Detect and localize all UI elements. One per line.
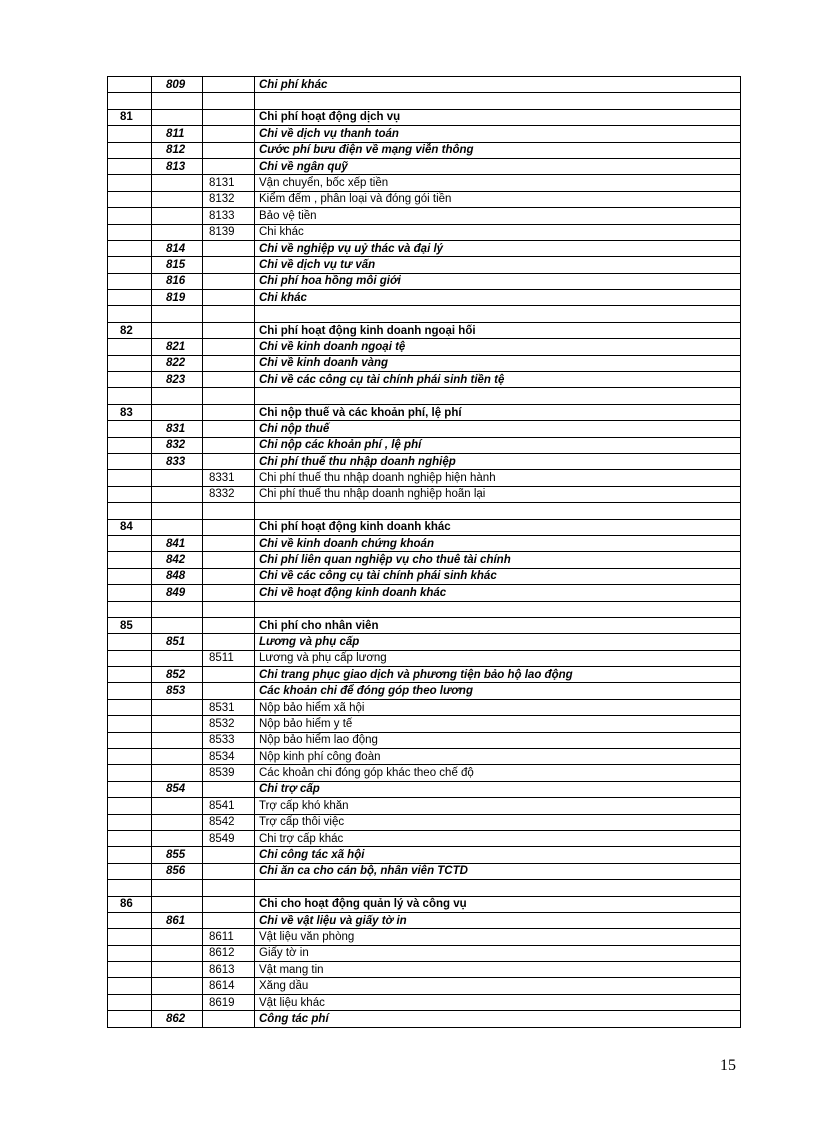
account-name-cell: Chi phí thuế thu nhập doanh nghiệp hoãn lại	[255, 486, 741, 502]
account-code-cell	[203, 667, 255, 683]
group-code-cell	[152, 601, 203, 617]
class-code-cell	[108, 257, 152, 273]
account-row	[108, 912, 741, 928]
group-code-cell: 861	[152, 912, 203, 928]
group-code-cell	[152, 814, 203, 830]
group-code-cell	[152, 519, 203, 535]
class-code-cell	[108, 437, 152, 453]
account-row	[108, 552, 741, 568]
group-code-cell: 841	[152, 535, 203, 551]
account-row	[108, 142, 741, 158]
class-code-cell	[108, 453, 152, 469]
class-code-cell: 83	[108, 404, 152, 420]
account-code-cell	[203, 437, 255, 453]
account-code-cell: 8612	[203, 945, 255, 961]
account-name-cell	[255, 306, 741, 322]
class-code-cell	[108, 994, 152, 1010]
group-code-cell	[152, 798, 203, 814]
account-row	[108, 781, 741, 797]
class-code-cell	[108, 683, 152, 699]
group-code-cell	[152, 896, 203, 912]
account-code-cell	[203, 503, 255, 519]
class-code-cell	[108, 798, 152, 814]
page-number: 15	[720, 1057, 736, 1074]
account-code-cell: 8331	[203, 470, 255, 486]
group-code-cell	[152, 929, 203, 945]
class-code-cell	[108, 191, 152, 207]
class-code-cell	[108, 503, 152, 519]
account-code-cell	[203, 552, 255, 568]
class-code-cell	[108, 847, 152, 863]
account-code-cell	[203, 372, 255, 388]
account-name-cell: Nộp bảo hiểm lao động	[255, 732, 741, 748]
account-code-cell: 8549	[203, 830, 255, 846]
account-code-cell	[203, 568, 255, 584]
account-code-cell: 8611	[203, 929, 255, 945]
blank-row	[108, 388, 741, 404]
account-name-cell: Chi về các công cụ tài chính phái sinh tiền tệ	[255, 372, 741, 388]
class-code-cell	[108, 863, 152, 879]
account-name-cell: Chi phí khác	[255, 77, 741, 93]
account-row	[108, 208, 741, 224]
account-code-cell	[203, 896, 255, 912]
group-code-cell: 855	[152, 847, 203, 863]
account-row	[108, 273, 741, 289]
account-name-cell: Chi phí hoạt động kinh doanh khác	[255, 519, 741, 535]
account-name-cell	[255, 388, 741, 404]
class-code-cell	[108, 667, 152, 683]
account-code-cell: 8133	[203, 208, 255, 224]
account-code-cell	[203, 421, 255, 437]
account-row	[108, 929, 741, 945]
group-code-cell	[152, 109, 203, 125]
account-row	[108, 617, 741, 633]
account-code-cell	[203, 93, 255, 109]
account-name-cell: Nộp kinh phí công đoàn	[255, 749, 741, 765]
group-code-cell: 815	[152, 257, 203, 273]
account-code-cell	[203, 535, 255, 551]
account-code-cell: 8534	[203, 749, 255, 765]
account-name-cell: Giấy tờ in	[255, 945, 741, 961]
account-row	[108, 683, 741, 699]
account-code-cell	[203, 273, 255, 289]
account-row	[108, 847, 741, 863]
account-row	[108, 798, 741, 814]
account-row	[108, 814, 741, 830]
group-code-cell	[152, 175, 203, 191]
class-code-cell	[108, 126, 152, 142]
class-code-cell	[108, 765, 152, 781]
group-code-cell	[152, 404, 203, 420]
group-code-cell	[152, 765, 203, 781]
account-row	[108, 978, 741, 994]
class-code-cell	[108, 339, 152, 355]
account-name-cell: Chi khác	[255, 224, 741, 240]
account-row	[108, 667, 741, 683]
class-code-cell	[108, 290, 152, 306]
group-code-cell	[152, 388, 203, 404]
class-code-cell	[108, 814, 152, 830]
group-code-cell	[152, 650, 203, 666]
account-name-cell: Chi khác	[255, 290, 741, 306]
group-code-cell: 842	[152, 552, 203, 568]
group-code-cell: 819	[152, 290, 203, 306]
account-row	[108, 126, 741, 142]
account-name-cell: Chi về kinh doanh chứng khoán	[255, 535, 741, 551]
group-code-cell	[152, 486, 203, 502]
account-row	[108, 896, 741, 912]
account-code-cell: 8139	[203, 224, 255, 240]
class-code-cell	[108, 880, 152, 896]
account-code-cell: 8332	[203, 486, 255, 502]
account-name-cell: Chi trợ cấp	[255, 781, 741, 797]
group-code-cell: 809	[152, 77, 203, 93]
account-code-cell	[203, 404, 255, 420]
account-name-cell	[255, 601, 741, 617]
account-name-cell: Chi về kinh doanh vàng	[255, 355, 741, 371]
class-code-cell	[108, 273, 152, 289]
account-name-cell: Chi phí hoạt động kinh doanh ngoại hối	[255, 322, 741, 338]
class-code-cell	[108, 306, 152, 322]
group-code-cell: 849	[152, 585, 203, 601]
blank-row	[108, 93, 741, 109]
account-name-cell: Vật liệu văn phòng	[255, 929, 741, 945]
account-code-cell	[203, 339, 255, 355]
account-name-cell: Lương và phụ cấp lương	[255, 650, 741, 666]
class-code-cell	[108, 585, 152, 601]
account-row	[108, 1011, 741, 1027]
account-row	[108, 290, 741, 306]
account-name-cell: Chi về các công cụ tài chính phái sinh khác	[255, 568, 741, 584]
group-code-cell	[152, 503, 203, 519]
class-code-cell	[108, 781, 152, 797]
account-row	[108, 453, 741, 469]
account-code-cell	[203, 585, 255, 601]
account-row	[108, 175, 741, 191]
group-code-cell	[152, 962, 203, 978]
group-code-cell: 822	[152, 355, 203, 371]
account-row	[108, 535, 741, 551]
account-row	[108, 568, 741, 584]
account-code-cell	[203, 142, 255, 158]
account-row	[108, 699, 741, 715]
account-row	[108, 650, 741, 666]
group-code-cell	[152, 732, 203, 748]
group-code-cell	[152, 191, 203, 207]
account-name-cell: Chi về dịch vụ thanh toán	[255, 126, 741, 142]
class-code-cell	[108, 929, 152, 945]
account-row	[108, 994, 741, 1010]
class-code-cell	[108, 912, 152, 928]
account-row	[108, 716, 741, 732]
account-row	[108, 470, 741, 486]
group-code-cell: 852	[152, 667, 203, 683]
account-name-cell: Chi công tác xã hội	[255, 847, 741, 863]
group-code-cell: 823	[152, 372, 203, 388]
account-name-cell: Chi về vật liệu và giấy tờ in	[255, 912, 741, 928]
group-code-cell: 813	[152, 158, 203, 174]
account-code-cell	[203, 109, 255, 125]
group-code-cell	[152, 208, 203, 224]
group-code-cell	[152, 470, 203, 486]
account-name-cell: Chi nộp thuế	[255, 421, 741, 437]
class-code-cell	[108, 650, 152, 666]
account-name-cell: Chi về ngân quỹ	[255, 158, 741, 174]
account-code-cell: 8511	[203, 650, 255, 666]
account-table-body	[108, 77, 741, 1028]
account-name-cell: Chi về hoạt động kinh doanh khác	[255, 585, 741, 601]
group-code-cell: 856	[152, 863, 203, 879]
account-row	[108, 257, 741, 273]
account-row	[108, 240, 741, 256]
account-code-cell: 8614	[203, 978, 255, 994]
class-code-cell	[108, 372, 152, 388]
group-code-cell: 851	[152, 634, 203, 650]
account-name-cell: Chi nộp thuế và các khoản phí, lệ phí	[255, 404, 741, 420]
class-code-cell: 85	[108, 617, 152, 633]
account-name-cell: Chi ăn ca cho cán bộ, nhân viên TCTD	[255, 863, 741, 879]
class-code-cell	[108, 388, 152, 404]
group-code-cell	[152, 749, 203, 765]
blank-row	[108, 880, 741, 896]
account-code-cell	[203, 847, 255, 863]
class-code-cell	[108, 175, 152, 191]
class-code-cell	[108, 208, 152, 224]
account-code-cell	[203, 158, 255, 174]
account-row	[108, 372, 741, 388]
account-name-cell: Chi phí thuế thu nhập doanh nghiệp	[255, 453, 741, 469]
account-row	[108, 77, 741, 93]
group-code-cell	[152, 306, 203, 322]
class-code-cell	[108, 421, 152, 437]
account-code-cell	[203, 634, 255, 650]
class-code-cell	[108, 93, 152, 109]
account-code-cell: 8539	[203, 765, 255, 781]
class-code-cell	[108, 224, 152, 240]
account-code-cell	[203, 306, 255, 322]
blank-row	[108, 503, 741, 519]
account-name-cell: Chi trang phục giao dịch và phương tiện bảo hộ lao động	[255, 667, 741, 683]
account-code-cell	[203, 240, 255, 256]
account-code-cell	[203, 683, 255, 699]
account-row	[108, 749, 741, 765]
account-code-cell	[203, 880, 255, 896]
class-code-cell	[108, 830, 152, 846]
class-code-cell	[108, 240, 152, 256]
account-name-cell: Các khoản chi để đóng góp theo lương	[255, 683, 741, 699]
account-name-cell: Chi trợ cấp khác	[255, 830, 741, 846]
account-code-cell	[203, 257, 255, 273]
group-code-cell: 854	[152, 781, 203, 797]
account-name-cell: Lương và phụ cấp	[255, 634, 741, 650]
class-code-cell: 81	[108, 109, 152, 125]
class-code-cell	[108, 962, 152, 978]
group-code-cell: 832	[152, 437, 203, 453]
account-code-cell: 8531	[203, 699, 255, 715]
group-code-cell: 816	[152, 273, 203, 289]
account-row	[108, 519, 741, 535]
account-code-cell	[203, 290, 255, 306]
group-code-cell	[152, 617, 203, 633]
class-code-cell	[108, 535, 152, 551]
group-code-cell	[152, 93, 203, 109]
group-code-cell: 848	[152, 568, 203, 584]
account-name-cell: Chi về dịch vụ tư vấn	[255, 257, 741, 273]
account-code-cell: 8542	[203, 814, 255, 830]
class-code-cell	[108, 634, 152, 650]
account-name-cell: Bảo vệ tiền	[255, 208, 741, 224]
account-name-cell: Chi về nghiệp vụ uỷ thác và đại lý	[255, 240, 741, 256]
blank-row	[108, 306, 741, 322]
account-code-cell: 8613	[203, 962, 255, 978]
account-row	[108, 158, 741, 174]
account-row	[108, 863, 741, 879]
class-code-cell	[108, 699, 152, 715]
class-code-cell	[108, 732, 152, 748]
account-code-cell	[203, 519, 255, 535]
account-row	[108, 109, 741, 125]
class-code-cell	[108, 716, 152, 732]
class-code-cell	[108, 601, 152, 617]
account-code-cell	[203, 355, 255, 371]
class-code-cell	[108, 978, 152, 994]
group-code-cell	[152, 880, 203, 896]
group-code-cell: 853	[152, 683, 203, 699]
account-name-cell: Chi phí liên quan nghiệp vụ cho thuê tài chính	[255, 552, 741, 568]
group-code-cell	[152, 322, 203, 338]
account-code-cell: 8132	[203, 191, 255, 207]
group-code-cell	[152, 716, 203, 732]
account-name-cell: Chi phí hoạt động dịch vụ	[255, 109, 741, 125]
account-code-cell: 8533	[203, 732, 255, 748]
account-row	[108, 224, 741, 240]
account-code-cell	[203, 388, 255, 404]
account-name-cell: Trợ cấp thôi việc	[255, 814, 741, 830]
class-code-cell	[108, 77, 152, 93]
account-row	[108, 437, 741, 453]
class-code-cell	[108, 486, 152, 502]
class-code-cell: 86	[108, 896, 152, 912]
account-name-cell: Chi cho hoạt động quản lý và công vụ	[255, 896, 741, 912]
account-name-cell: Kiểm đếm , phân loại và đóng gói tiền	[255, 191, 741, 207]
account-name-cell: Vật mang tin	[255, 962, 741, 978]
group-code-cell: 812	[152, 142, 203, 158]
account-row	[108, 339, 741, 355]
account-name-cell: Vật liệu khác	[255, 994, 741, 1010]
class-code-cell	[108, 158, 152, 174]
class-code-cell	[108, 568, 152, 584]
account-name-cell: Nộp bảo hiểm xã hội	[255, 699, 741, 715]
group-code-cell: 814	[152, 240, 203, 256]
account-code-cell: 8532	[203, 716, 255, 732]
account-row	[108, 634, 741, 650]
account-code-cell	[203, 453, 255, 469]
account-name-cell: Chi phí cho nhân viên	[255, 617, 741, 633]
account-name-cell: Chi phí hoa hồng môi giới	[255, 273, 741, 289]
group-code-cell	[152, 994, 203, 1010]
group-code-cell	[152, 945, 203, 961]
account-row	[108, 585, 741, 601]
class-code-cell	[108, 355, 152, 371]
account-row	[108, 962, 741, 978]
account-row	[108, 421, 741, 437]
group-code-cell	[152, 699, 203, 715]
account-name-cell: Trợ cấp khó khăn	[255, 798, 741, 814]
account-name-cell: Công tác phí	[255, 1011, 741, 1027]
account-code-cell	[203, 77, 255, 93]
account-code-cell: 8131	[203, 175, 255, 191]
class-code-cell	[108, 552, 152, 568]
group-code-cell: 821	[152, 339, 203, 355]
account-table	[107, 76, 741, 1028]
account-code-cell: 8619	[203, 994, 255, 1010]
group-code-cell: 862	[152, 1011, 203, 1027]
class-code-cell: 84	[108, 519, 152, 535]
group-code-cell	[152, 830, 203, 846]
account-name-cell: Nộp bảo hiểm y tế	[255, 716, 741, 732]
account-name-cell: Vận chuyển, bốc xếp tiền	[255, 175, 741, 191]
account-name-cell	[255, 880, 741, 896]
account-code-cell	[203, 617, 255, 633]
account-code-cell	[203, 781, 255, 797]
account-name-cell: Cước phí bưu điện về mạng viễn thông	[255, 142, 741, 158]
group-code-cell: 831	[152, 421, 203, 437]
account-row	[108, 322, 741, 338]
account-name-cell: Chi về kinh doanh ngoại tệ	[255, 339, 741, 355]
account-name-cell	[255, 503, 741, 519]
group-code-cell	[152, 978, 203, 994]
blank-row	[108, 601, 741, 617]
class-code-cell	[108, 1011, 152, 1027]
group-code-cell	[152, 224, 203, 240]
account-name-cell	[255, 93, 741, 109]
class-code-cell	[108, 945, 152, 961]
class-code-cell: 82	[108, 322, 152, 338]
account-code-cell	[203, 126, 255, 142]
class-code-cell	[108, 142, 152, 158]
account-code-cell	[203, 912, 255, 928]
group-code-cell: 811	[152, 126, 203, 142]
account-name-cell: Xăng dầu	[255, 978, 741, 994]
account-name-cell: Chi phí thuế thu nhập doanh nghiệp hiện hành	[255, 470, 741, 486]
account-row	[108, 355, 741, 371]
account-name-cell: Các khoản chi đóng góp khác theo chế độ	[255, 765, 741, 781]
account-row	[108, 404, 741, 420]
account-row	[108, 765, 741, 781]
account-row	[108, 732, 741, 748]
account-code-cell: 8541	[203, 798, 255, 814]
account-code-cell	[203, 322, 255, 338]
group-code-cell: 833	[152, 453, 203, 469]
account-row	[108, 486, 741, 502]
account-row	[108, 191, 741, 207]
class-code-cell	[108, 470, 152, 486]
account-row	[108, 830, 741, 846]
class-code-cell	[108, 749, 152, 765]
account-code-cell	[203, 601, 255, 617]
account-name-cell: Chi nộp các khoản phí , lệ phí	[255, 437, 741, 453]
account-code-cell	[203, 1011, 255, 1027]
account-row	[108, 945, 741, 961]
account-code-cell	[203, 863, 255, 879]
